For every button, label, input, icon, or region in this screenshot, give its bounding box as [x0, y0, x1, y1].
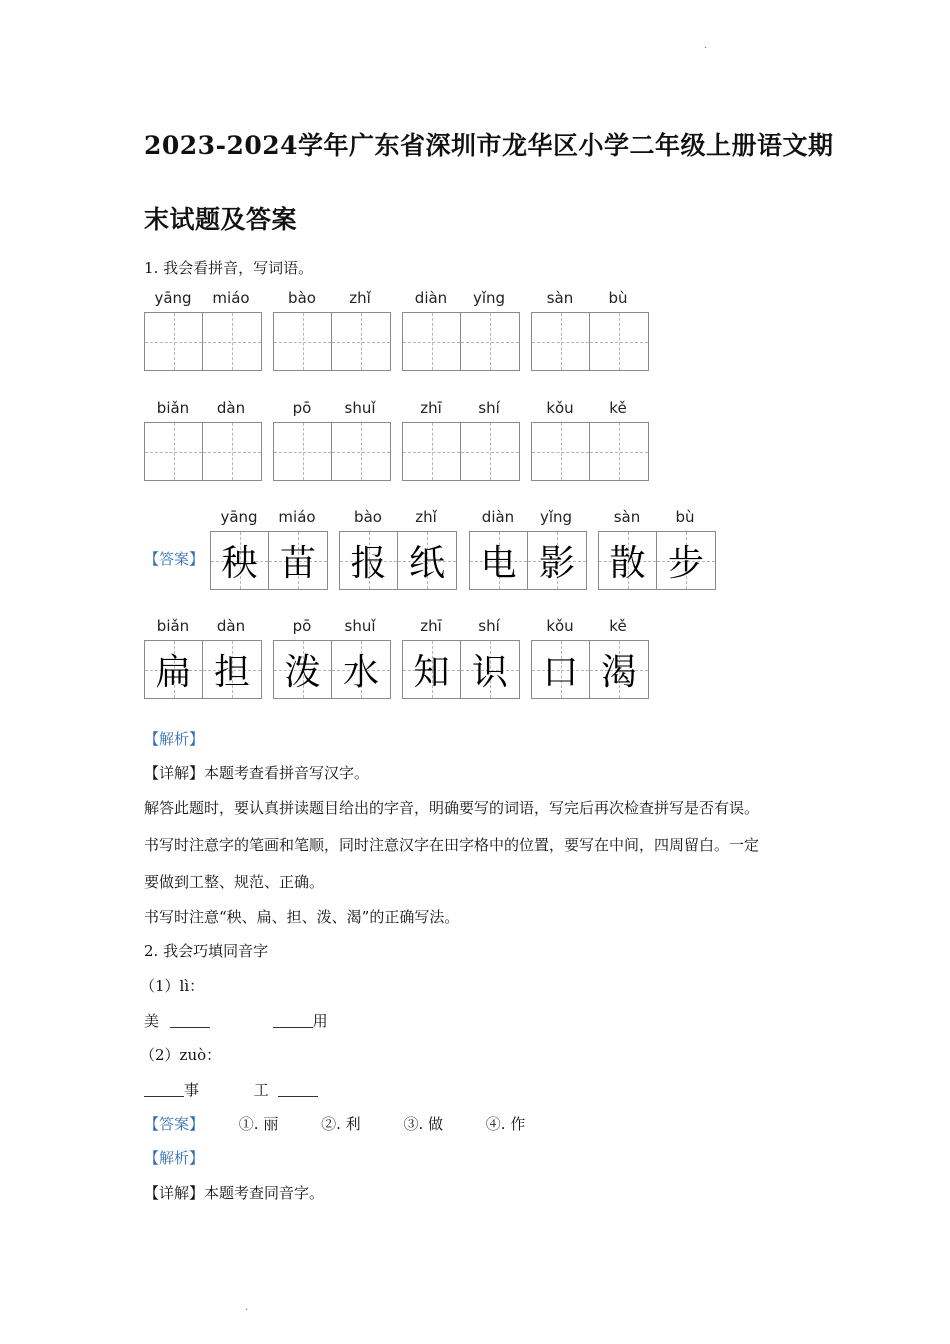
cell-guide-horizontal [203, 452, 261, 453]
tianzige-cell [470, 532, 528, 589]
tianzige-cell [461, 641, 519, 698]
q2-answer-4: ④. 作 [485, 1115, 526, 1133]
tianzige-cell[interactable] [274, 313, 332, 370]
cell-guide-horizontal [332, 342, 390, 343]
tianzige-cell [657, 532, 715, 589]
pinyin-label: zhī [420, 617, 442, 635]
pinyin-label: zhǐ [349, 289, 371, 307]
pinyin-label: bào [288, 289, 316, 307]
pinyin-label: bù [675, 508, 695, 526]
cell-guide-horizontal [590, 452, 648, 453]
tianzige-cell [590, 641, 648, 698]
blank-4[interactable] [278, 1096, 318, 1097]
pinyin-label: yāng [154, 289, 192, 307]
q1-explain-2: 书写时注意字的笔画和笔顺，同时注意汉字在田字格中的位置，要写在中间，四周留白。一定 [144, 836, 760, 854]
cell-guide-horizontal [203, 342, 261, 343]
pinyin-label: shí [478, 399, 500, 417]
answer-char-box [339, 531, 457, 590]
pinyin-label: biǎn [156, 399, 190, 417]
q2-sub2: （2）zuò： [140, 1046, 222, 1064]
tianzige-cell [145, 641, 203, 698]
pinyin-label: pō [292, 399, 312, 417]
answer-char: 影 [538, 543, 575, 584]
q1-explain-1: 解答此题时，要认真拼读题目给出的字音，明确要写的词语，写完后再次检查拼写是否有误。 [144, 799, 760, 817]
answer-char: 散 [609, 543, 646, 584]
answer-char-box [402, 640, 520, 699]
pinyin-label: dàn [216, 617, 246, 635]
pinyin-label: sàn [546, 289, 574, 307]
answer-char: 渴 [600, 652, 637, 693]
answer-char-box [598, 531, 716, 590]
pinyin-label: bào [354, 508, 382, 526]
answer-char: 扁 [155, 652, 192, 693]
q2-answer-line [144, 1114, 525, 1134]
q2-answer-3: ③. 做 [403, 1115, 443, 1133]
q2-sub1-b: 用 [312, 1012, 328, 1030]
blank-3[interactable] [144, 1096, 184, 1097]
answer-char: 识 [471, 652, 508, 693]
q2-sub2-blanks [144, 1080, 318, 1100]
cell-guide-horizontal [274, 342, 331, 343]
q1-detail-tag: 【详解】 [144, 764, 205, 782]
tianzige-cell[interactable] [332, 423, 390, 480]
cell-guide-horizontal [590, 342, 648, 343]
q1-detail-text: 本题考查看拼音写汉字。 [204, 764, 370, 782]
q2-sub2-b: 工 [253, 1081, 269, 1099]
answer-char-box [144, 640, 262, 699]
tianzige-cell[interactable] [274, 423, 332, 480]
q1-detail [144, 763, 369, 783]
q2-answer-1: ①. 丽 [238, 1115, 279, 1133]
q1-analysis-tag: 【解析】 [144, 730, 205, 748]
pinyin-label: miáo [212, 289, 250, 307]
q2-detail-text: 本题考查同音字。 [204, 1184, 325, 1202]
tianzige-cell[interactable] [332, 313, 390, 370]
tianzige-cell[interactable] [532, 313, 590, 370]
tianzige-cell[interactable] [403, 423, 461, 480]
pinyin-label: yǐng [472, 289, 506, 307]
q1-explain-4: 书写时注意“秧、扁、担、泼、渴”的正确写法。 [144, 908, 460, 926]
q2-prompt: 2. 我会巧填同音字 [144, 942, 269, 960]
blank-char-box[interactable] [402, 422, 520, 481]
tianzige-cell[interactable] [461, 313, 519, 370]
tianzige-cell [340, 532, 398, 589]
answer-char-box [210, 531, 328, 590]
pinyin-label: miáo [278, 508, 316, 526]
blank-char-box[interactable] [144, 422, 262, 481]
top-dot: . [704, 40, 708, 51]
answer-char: 苗 [279, 543, 316, 584]
answer-char: 步 [667, 543, 704, 584]
answer-char: 泼 [284, 652, 321, 693]
tianzige-cell [274, 641, 332, 698]
answer-char-box [273, 640, 391, 699]
tianzige-cell [211, 532, 269, 589]
pinyin-label: diàn [481, 508, 515, 526]
blank-char-box[interactable] [531, 422, 649, 481]
blank-char-box[interactable] [144, 312, 262, 371]
blank-2[interactable] [273, 1027, 313, 1028]
tianzige-cell [203, 641, 261, 698]
pinyin-label: kǒu [546, 399, 574, 417]
bottom-dot: . [245, 1302, 249, 1313]
cell-guide-horizontal [461, 452, 519, 453]
tianzige-cell [332, 641, 390, 698]
pinyin-label: yāng [220, 508, 258, 526]
pinyin-label: yǐng [539, 508, 573, 526]
answer-char: 秧 [221, 543, 258, 584]
q2-detail [144, 1183, 324, 1203]
title-line-1: 2023-2024学年广东省深圳市龙华区小学二年级上册语文期 [144, 131, 834, 160]
tianzige-cell [599, 532, 657, 589]
tianzige-cell[interactable] [203, 313, 261, 370]
q1-prompt: 1. 我会看拼音，写词语。 [144, 259, 314, 277]
tianzige-cell [528, 532, 586, 589]
pinyin-label: biǎn [156, 617, 190, 635]
tianzige-cell [403, 641, 461, 698]
cell-guide-horizontal [274, 452, 331, 453]
pinyin-label: shí [478, 617, 500, 635]
q2-sub1: （1）lì： [140, 977, 205, 995]
cell-guide-horizontal [403, 452, 460, 453]
blank-char-box[interactable] [402, 312, 520, 371]
q2-answer-tag: 【答案】 [144, 1115, 205, 1133]
cell-guide-horizontal [145, 452, 202, 453]
answer-char-box [531, 640, 649, 699]
blank-char-box[interactable] [531, 312, 649, 371]
answer-char-box [469, 531, 587, 590]
pinyin-label: shuǐ [344, 399, 376, 417]
tianzige-cell [398, 532, 456, 589]
q1-answer-tag: 【答案】 [144, 550, 205, 568]
pinyin-label: pō [292, 617, 312, 635]
pinyin-label: dàn [216, 399, 246, 417]
cell-guide-horizontal [332, 452, 390, 453]
q1-explain-3: 要做到工整、规范、正确。 [144, 873, 325, 891]
pinyin-label: shuǐ [344, 617, 376, 635]
answer-char: 知 [413, 652, 450, 693]
pinyin-label: zhī [420, 399, 442, 417]
pinyin-label: bù [608, 289, 628, 307]
q2-sub1-a: 美 [144, 1012, 160, 1030]
pinyin-label: sàn [613, 508, 641, 526]
pinyin-label: zhǐ [415, 508, 437, 526]
answer-char: 报 [350, 543, 387, 584]
tianzige-cell[interactable] [590, 313, 648, 370]
tianzige-cell [269, 532, 327, 589]
answer-char: 口 [542, 652, 579, 693]
tianzige-cell[interactable] [403, 313, 461, 370]
pinyin-label: kě [609, 617, 627, 635]
q2-sub1-blanks [144, 1011, 328, 1031]
pinyin-label: kě [609, 399, 627, 417]
blank-1[interactable] [170, 1027, 210, 1028]
blank-char-box[interactable] [273, 422, 391, 481]
q2-analysis-tag: 【解析】 [144, 1149, 205, 1167]
answer-char: 担 [213, 652, 250, 693]
answer-char: 纸 [408, 543, 445, 584]
cell-guide-horizontal [532, 342, 589, 343]
tianzige-cell[interactable] [145, 313, 203, 370]
pinyin-label: kǒu [546, 617, 574, 635]
cell-guide-horizontal [145, 342, 202, 343]
tianzige-cell[interactable] [461, 423, 519, 480]
cell-guide-horizontal [403, 342, 460, 343]
tianzige-cell[interactable] [590, 423, 648, 480]
q2-sub2-a: 事 [184, 1081, 200, 1099]
answer-char: 水 [342, 652, 379, 693]
tianzige-cell[interactable] [145, 423, 203, 480]
tianzige-cell[interactable] [532, 423, 590, 480]
tianzige-cell [532, 641, 590, 698]
cell-guide-horizontal [532, 452, 589, 453]
blank-char-box[interactable] [273, 312, 391, 371]
answer-char: 电 [480, 543, 517, 584]
cell-guide-horizontal [461, 342, 519, 343]
q2-detail-tag: 【详解】 [144, 1184, 205, 1202]
q2-answer-2: ②. 利 [321, 1115, 361, 1133]
tianzige-cell[interactable] [203, 423, 261, 480]
title-line-2: 末试题及答案 [144, 205, 298, 234]
pinyin-label: diàn [414, 289, 448, 307]
